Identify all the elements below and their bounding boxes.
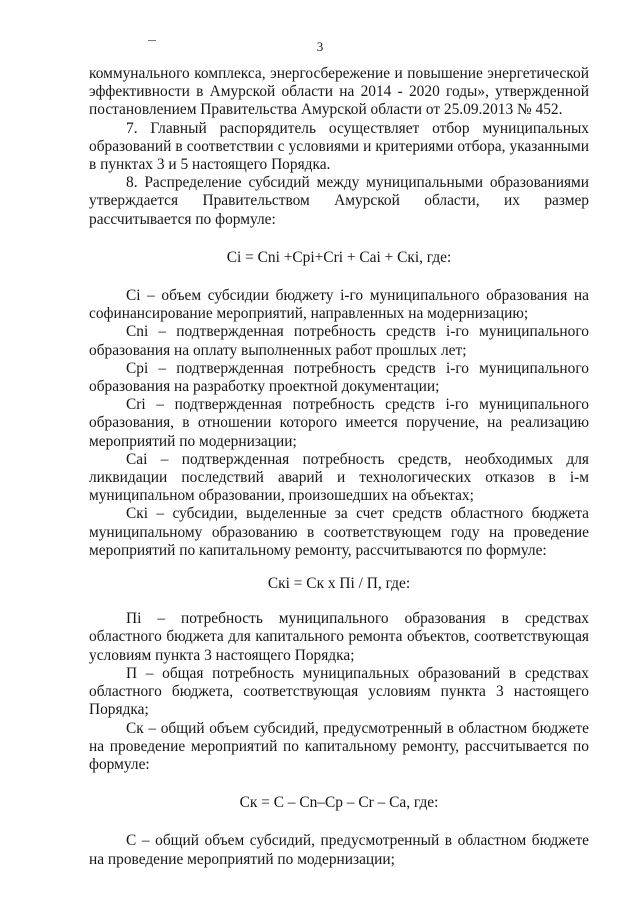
definition-cpi: Cpi – подтвержденная потребность средств i-го муниципального образования на разработку проектной документации; <box>89 359 589 396</box>
page-body <box>89 65 589 869</box>
paragraph-item-7: 7. Главный распорядитель осуществляет отбор муниципальных образований в соответствии с условиями и критериями отбора, указанными в пунктах 3 и 5 настоящего Порядка. <box>89 119 589 174</box>
paragraph-intro-continuation: коммунального комплекса, энергосбережение и повышение энергетической эффективности в Амурской области на 2014 - 2020 годы», утвержденной постановлением Правительства Амурской области от 25.09.2013 № 452. <box>89 65 589 119</box>
paragraph-item-8: 8. Распределение субсидий между муниципальными образованиями утверждается Правительством Амурской области, их размер рассчитывается по формуле: <box>89 174 589 228</box>
definition-cai: Cai – подтвержденная потребность средств, необходимых для ликвидации последствий аварий и технологических отказов в i-м муниципальном образовании, произошедших на объектах; <box>89 450 589 505</box>
definition-cni: Cni – подтвержденная потребность средств i-го муниципального образования на оплату выполненных работ прошлых лет; <box>89 323 589 359</box>
formula-capital-repair-total: Cк = C – Cn–Cp – Cr – Ca, где: <box>239 794 439 812</box>
definition-ck: Cк – общий объем субсидий, предусмотренный в областном бюджете на проведение мероприятий по капитальному ремонту, рассчитывается по формуле: <box>89 719 589 773</box>
definition-cri: Cri – подтвержденная потребность средств i-го муниципального образования, в отношении которого имеется поручение, на реализацию мероприятий по модернизации; <box>89 396 589 450</box>
definition-ci: Ci – объем субсидии бюджету i-го муниципального образования на софинансирование мероприятий, направленных на модернизацию; <box>89 287 589 323</box>
formula-subsidy-total: Ci = Cni +Cpi+Cri + Cai + Cкi, где: <box>226 248 452 266</box>
formula-capital-repair-share: Cкi = Cк x Пi / П, где: <box>267 575 411 593</box>
definition-p: П – общая потребность муниципальных образований в средствах областного бюджета, соответствующая условиям пункта 3 настоящего Порядка; <box>89 664 589 719</box>
definition-cki: Cкi – субсидии, выделенные за счет средств областного бюджета муниципальному образованию в соответствующем году на проведение мероприятий по капитальному ремонту, рассчитываются по формуле: <box>89 505 589 559</box>
definition-pi: Пi – потребность муниципального образования в средствах областного бюджета для капитального ремонта объектов, соответствующая условиям пункта 3 настоящего Порядка; <box>89 610 589 664</box>
page-number: 3 <box>316 39 324 54</box>
definition-c: C – общий объем субсидий, предусмотренный в областном бюджете на проведение мероприятий по модернизации; <box>89 832 589 868</box>
